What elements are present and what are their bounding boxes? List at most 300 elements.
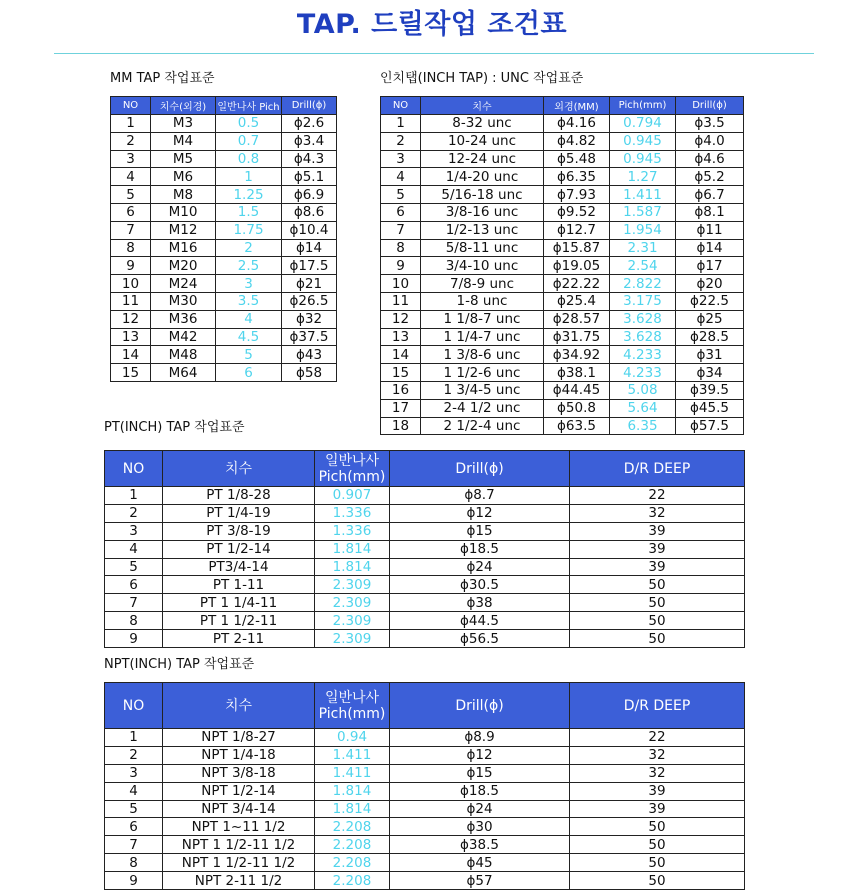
table-cell: PT 2-11 <box>163 630 315 648</box>
table-cell: 0.907 <box>315 487 390 505</box>
table-cell: 11 <box>111 292 151 310</box>
table-cell: ϕ15 <box>390 522 570 540</box>
table-cell: 5 <box>111 186 151 204</box>
table-cell: 6 <box>105 576 163 594</box>
table-cell: 1-8 unc <box>421 292 544 310</box>
table-cell: 3/4-10 unc <box>421 257 544 275</box>
table-cell: 7 <box>105 836 163 854</box>
table-cell: ϕ14 <box>282 239 337 257</box>
table-row <box>105 836 745 854</box>
table-cell: 5 <box>381 186 421 204</box>
table-cell: ϕ4.6 <box>676 150 744 168</box>
table-cell: 2.31 <box>610 239 676 257</box>
table-cell: 1.954 <box>610 221 676 239</box>
table-cell: ϕ6.35 <box>544 168 610 186</box>
table-cell: 3/8-16 unc <box>421 203 544 221</box>
table-cell: PT3/4-14 <box>163 558 315 576</box>
table-cell: 1 <box>381 115 421 133</box>
column-header: 일반나사 Pich <box>216 97 282 115</box>
page-title: TAP. 드릴작업 조건표 <box>296 9 568 40</box>
table-row <box>381 239 744 257</box>
table-cell: 0.794 <box>610 115 676 133</box>
table-cell: 8 <box>105 854 163 872</box>
table-cell: 8 <box>381 239 421 257</box>
table-cell: ϕ12 <box>390 746 570 764</box>
table-cell: NPT 1 1/2-11 1/2 <box>163 854 315 872</box>
table-cell: 0.7 <box>216 132 282 150</box>
table-cell: M20 <box>151 257 216 275</box>
table-cell: 2.208 <box>315 836 390 854</box>
table-cell: ϕ5.2 <box>676 168 744 186</box>
table-cell: ϕ4.3 <box>282 150 337 168</box>
table-cell: M30 <box>151 292 216 310</box>
table-row <box>381 257 744 275</box>
table-cell: 1/2-13 unc <box>421 221 544 239</box>
table-cell: 2.822 <box>610 275 676 293</box>
table-cell: 2.309 <box>315 630 390 648</box>
table-cell: ϕ44.45 <box>544 381 610 399</box>
column-header: 일반나사 Pich(mm) <box>315 683 390 729</box>
table-cell: 3.628 <box>610 328 676 346</box>
table-cell: 2 <box>216 239 282 257</box>
table-cell: 1 <box>111 115 151 133</box>
table-cell: ϕ18.5 <box>390 782 570 800</box>
table-cell: 6.35 <box>610 417 676 435</box>
table-cell: ϕ4.82 <box>544 132 610 150</box>
table-cell: 2.309 <box>315 576 390 594</box>
table-cell: 2-4 1/2 unc <box>421 399 544 417</box>
table-cell: 1/4-20 unc <box>421 168 544 186</box>
table-row <box>381 186 744 204</box>
table-cell: ϕ11 <box>676 221 744 239</box>
table-cell: ϕ21 <box>282 275 337 293</box>
table-row <box>105 872 745 890</box>
column-header: 치수(외경) <box>151 97 216 115</box>
title-divider <box>54 53 814 54</box>
table-cell: 17 <box>381 399 421 417</box>
table-cell: 1.411 <box>315 746 390 764</box>
table-cell: 2.208 <box>315 818 390 836</box>
column-header: 치수 <box>163 683 315 729</box>
table-cell: 3 <box>111 150 151 168</box>
table-cell: 7 <box>105 594 163 612</box>
table-row <box>111 132 337 150</box>
table-row <box>381 346 744 364</box>
table-row <box>111 257 337 275</box>
table-row <box>105 576 745 594</box>
table-cell: 1.27 <box>610 168 676 186</box>
pt-table-caption: PT(INCH) TAP 작업표준 <box>104 420 245 435</box>
table-cell: ϕ6.9 <box>282 186 337 204</box>
table-row <box>381 310 744 328</box>
table-cell: 50 <box>570 818 745 836</box>
table-row <box>105 630 745 648</box>
table-cell: 2 <box>105 504 163 522</box>
table-cell: 1 1/8-7 unc <box>421 310 544 328</box>
table-cell: 2.208 <box>315 854 390 872</box>
table-cell: 4 <box>105 782 163 800</box>
table-cell: 39 <box>570 782 745 800</box>
table-cell: ϕ3.5 <box>676 115 744 133</box>
table-cell: ϕ14 <box>676 239 744 257</box>
table-cell: ϕ45.5 <box>676 399 744 417</box>
table-cell: ϕ63.5 <box>544 417 610 435</box>
table-cell: NPT 1/4-18 <box>163 746 315 764</box>
table-cell: 1.814 <box>315 540 390 558</box>
table-cell: ϕ7.93 <box>544 186 610 204</box>
table-row <box>381 132 744 150</box>
column-header: 치수 <box>421 97 544 115</box>
table-cell: 5/16-18 unc <box>421 186 544 204</box>
table-cell: ϕ22.5 <box>676 292 744 310</box>
table-cell: 5 <box>216 346 282 364</box>
table-cell: 1 3/8-6 unc <box>421 346 544 364</box>
table-cell: ϕ4.0 <box>676 132 744 150</box>
table-cell: 12 <box>381 310 421 328</box>
table-cell: 3 <box>216 275 282 293</box>
table-cell: NPT 1/2-14 <box>163 782 315 800</box>
table-cell: 2 1/2-4 unc <box>421 417 544 435</box>
table-cell: PT 1 1/4-11 <box>163 594 315 612</box>
table-cell: 6 <box>381 203 421 221</box>
table-row <box>111 346 337 364</box>
table-cell: 5.08 <box>610 381 676 399</box>
table-cell: 2 <box>381 132 421 150</box>
table-cell: 3.175 <box>610 292 676 310</box>
table-cell: M6 <box>151 168 216 186</box>
table-row <box>111 203 337 221</box>
table-row <box>105 558 745 576</box>
table-cell: PT 1-11 <box>163 576 315 594</box>
table-row <box>381 275 744 293</box>
table-cell: 1 3/4-5 unc <box>421 381 544 399</box>
table-cell: 5.64 <box>610 399 676 417</box>
table-cell: M64 <box>151 364 216 382</box>
table-cell: ϕ38.1 <box>544 364 610 382</box>
table-row <box>381 417 744 435</box>
table-row <box>105 540 745 558</box>
table-cell: 1.814 <box>315 800 390 818</box>
table-row <box>105 818 745 836</box>
table-row <box>105 854 745 872</box>
table-header-row <box>381 97 744 115</box>
table-row <box>381 203 744 221</box>
table-row <box>111 328 337 346</box>
table-cell: 11 <box>381 292 421 310</box>
table-cell: M8 <box>151 186 216 204</box>
table-cell: NPT 3/8-18 <box>163 764 315 782</box>
table-cell: 2.54 <box>610 257 676 275</box>
unc-tap-table <box>380 96 744 435</box>
table-cell: ϕ8.1 <box>676 203 744 221</box>
table-cell: 50 <box>570 594 745 612</box>
table-cell: 5 <box>105 558 163 576</box>
table-header-row <box>111 97 337 115</box>
table-cell: 3 <box>105 764 163 782</box>
table-cell: 13 <box>381 328 421 346</box>
table-cell: ϕ39.5 <box>676 381 744 399</box>
mm-tap-table <box>110 96 337 382</box>
table-cell: 1.411 <box>610 186 676 204</box>
table-row <box>105 522 745 540</box>
table-row <box>381 221 744 239</box>
table-cell: ϕ8.6 <box>282 203 337 221</box>
column-header: D/R DEEP <box>570 451 745 487</box>
table-cell: 50 <box>570 872 745 890</box>
table-row <box>381 115 744 133</box>
column-header: Drill(ϕ) <box>676 97 744 115</box>
column-header: 외경(MM) <box>544 97 610 115</box>
table-cell: M16 <box>151 239 216 257</box>
table-cell: 1.75 <box>216 221 282 239</box>
table-cell: ϕ20 <box>676 275 744 293</box>
table-cell: 1.336 <box>315 504 390 522</box>
pt-tap-table <box>104 450 745 648</box>
table-cell: PT 1 1/2-11 <box>163 612 315 630</box>
table-cell: 1.336 <box>315 522 390 540</box>
table-cell: NPT 3/4-14 <box>163 800 315 818</box>
table-cell: NPT 2-11 1/2 <box>163 872 315 890</box>
table-cell: 9 <box>105 872 163 890</box>
table-cell: 0.8 <box>216 150 282 168</box>
table-row <box>105 612 745 630</box>
table-cell: 7 <box>111 221 151 239</box>
table-cell: PT 1/2-14 <box>163 540 315 558</box>
table-cell: ϕ9.52 <box>544 203 610 221</box>
table-cell: ϕ15.87 <box>544 239 610 257</box>
table-cell: 15 <box>111 364 151 382</box>
table-cell: 2.5 <box>216 257 282 275</box>
table-cell: ϕ24 <box>390 558 570 576</box>
table-cell: 50 <box>570 836 745 854</box>
table-cell: M12 <box>151 221 216 239</box>
table-cell: ϕ34 <box>676 364 744 382</box>
table-cell: PT 1/8-28 <box>163 487 315 505</box>
table-cell: ϕ30 <box>390 818 570 836</box>
table-cell: 1.5 <box>216 203 282 221</box>
table-cell: 12 <box>111 310 151 328</box>
npt-table-caption: NPT(INCH) TAP 작업표준 <box>104 657 255 672</box>
table-cell: 3 <box>381 150 421 168</box>
table-cell: 4 <box>216 310 282 328</box>
table-header-row <box>105 683 745 729</box>
table-cell: 4.233 <box>610 364 676 382</box>
table-cell: 32 <box>570 504 745 522</box>
mm-table-caption: MM TAP 작업표준 <box>110 71 215 86</box>
table-row <box>111 310 337 328</box>
table-cell: ϕ38.5 <box>390 836 570 854</box>
table-cell: ϕ44.5 <box>390 612 570 630</box>
table-cell: ϕ24 <box>390 800 570 818</box>
column-header: NO <box>105 451 163 487</box>
table-cell: ϕ17.5 <box>282 257 337 275</box>
unc-table-caption: 인치탭(INCH TAP) : UNC 작업표준 <box>380 71 584 86</box>
table-cell: ϕ10.4 <box>282 221 337 239</box>
table-row <box>105 594 745 612</box>
table-cell: 13 <box>111 328 151 346</box>
table-cell: 2 <box>111 132 151 150</box>
column-header: NO <box>381 97 421 115</box>
table-cell: ϕ58 <box>282 364 337 382</box>
table-cell: 1.814 <box>315 782 390 800</box>
column-header: 치수 <box>163 451 315 487</box>
table-cell: 10-24 unc <box>421 132 544 150</box>
table-row <box>381 328 744 346</box>
table-cell: ϕ18.5 <box>390 540 570 558</box>
table-cell: ϕ57.5 <box>676 417 744 435</box>
table-cell: 4.5 <box>216 328 282 346</box>
table-cell: 39 <box>570 558 745 576</box>
table-cell: ϕ25.4 <box>544 292 610 310</box>
table-row <box>111 168 337 186</box>
table-cell: 14 <box>111 346 151 364</box>
table-cell: 1.814 <box>315 558 390 576</box>
column-header: Drill(ϕ) <box>390 451 570 487</box>
table-row <box>111 186 337 204</box>
table-cell: 9 <box>111 257 151 275</box>
table-cell: PT 3/8-19 <box>163 522 315 540</box>
table-cell: 3 <box>105 522 163 540</box>
table-row <box>381 168 744 186</box>
column-header: 일반나사 Pich(mm) <box>315 451 390 487</box>
column-header: Pich(mm) <box>610 97 676 115</box>
table-cell: 9 <box>105 630 163 648</box>
column-header: Drill(ϕ) <box>282 97 337 115</box>
table-cell: 32 <box>570 746 745 764</box>
table-cell: ϕ28.57 <box>544 310 610 328</box>
table-cell: 50 <box>570 576 745 594</box>
table-cell: ϕ26.5 <box>282 292 337 310</box>
table-row <box>111 221 337 239</box>
table-cell: M24 <box>151 275 216 293</box>
table-cell: 22 <box>570 487 745 505</box>
table-cell: 6 <box>111 203 151 221</box>
table-cell: 4 <box>105 540 163 558</box>
table-cell: ϕ25 <box>676 310 744 328</box>
table-cell: M3 <box>151 115 216 133</box>
table-cell: 22 <box>570 729 745 747</box>
table-cell: ϕ37.5 <box>282 328 337 346</box>
table-cell: 10 <box>381 275 421 293</box>
table-cell: 2.309 <box>315 612 390 630</box>
table-cell: ϕ28.5 <box>676 328 744 346</box>
table-cell: ϕ32 <box>282 310 337 328</box>
table-cell: 6 <box>105 818 163 836</box>
table-cell: ϕ12 <box>390 504 570 522</box>
table-row <box>381 364 744 382</box>
table-cell: 7 <box>381 221 421 239</box>
table-cell: 1.411 <box>315 764 390 782</box>
table-cell: NPT 1 1/2-11 1/2 <box>163 836 315 854</box>
table-cell: M42 <box>151 328 216 346</box>
table-cell: 2.208 <box>315 872 390 890</box>
table-cell: 1 1/2-6 unc <box>421 364 544 382</box>
table-row <box>105 729 745 747</box>
table-cell: 50 <box>570 612 745 630</box>
table-row <box>381 150 744 168</box>
table-cell: 15 <box>381 364 421 382</box>
table-cell: ϕ19.05 <box>544 257 610 275</box>
table-row <box>105 782 745 800</box>
table-cell: M48 <box>151 346 216 364</box>
table-cell: ϕ50.8 <box>544 399 610 417</box>
table-row <box>111 150 337 168</box>
table-cell: 0.94 <box>315 729 390 747</box>
table-cell: 10 <box>111 275 151 293</box>
table-cell: 5 <box>105 800 163 818</box>
table-row <box>111 239 337 257</box>
table-row <box>111 364 337 382</box>
table-cell: ϕ30.5 <box>390 576 570 594</box>
table-cell: ϕ31 <box>676 346 744 364</box>
table-cell: 32 <box>570 764 745 782</box>
table-cell: 5/8-11 unc <box>421 239 544 257</box>
table-cell: 18 <box>381 417 421 435</box>
table-cell: ϕ12.7 <box>544 221 610 239</box>
table-cell: 8 <box>105 612 163 630</box>
column-header: Drill(ϕ) <box>390 683 570 729</box>
table-cell: 12-24 unc <box>421 150 544 168</box>
table-cell: ϕ5.48 <box>544 150 610 168</box>
table-cell: 7/8-9 unc <box>421 275 544 293</box>
table-cell: M10 <box>151 203 216 221</box>
table-cell: 0.5 <box>216 115 282 133</box>
table-row <box>111 292 337 310</box>
table-cell: ϕ31.75 <box>544 328 610 346</box>
table-row <box>111 275 337 293</box>
table-cell: 3.5 <box>216 292 282 310</box>
table-cell: 8 <box>111 239 151 257</box>
table-row <box>381 381 744 399</box>
table-cell: 50 <box>570 854 745 872</box>
table-cell: 8-32 unc <box>421 115 544 133</box>
table-cell: 2 <box>105 746 163 764</box>
table-cell: 39 <box>570 522 745 540</box>
table-cell: M36 <box>151 310 216 328</box>
table-cell: 39 <box>570 800 745 818</box>
table-cell: 39 <box>570 540 745 558</box>
table-cell: ϕ3.4 <box>282 132 337 150</box>
table-cell: 16 <box>381 381 421 399</box>
table-cell: 1 <box>216 168 282 186</box>
table-header-row <box>105 451 745 487</box>
table-cell: 4.233 <box>610 346 676 364</box>
table-cell: ϕ6.7 <box>676 186 744 204</box>
table-cell: 0.945 <box>610 150 676 168</box>
table-cell: 14 <box>381 346 421 364</box>
table-cell: ϕ8.7 <box>390 487 570 505</box>
table-row <box>105 800 745 818</box>
table-cell: NPT 1~11 1/2 <box>163 818 315 836</box>
table-row <box>105 504 745 522</box>
table-cell: 9 <box>381 257 421 275</box>
table-cell: M4 <box>151 132 216 150</box>
table-cell: PT 1/4-19 <box>163 504 315 522</box>
table-cell: 0.945 <box>610 132 676 150</box>
table-cell: ϕ2.6 <box>282 115 337 133</box>
table-cell: ϕ5.1 <box>282 168 337 186</box>
table-row <box>105 764 745 782</box>
table-row <box>105 487 745 505</box>
table-cell: NPT 1/8-27 <box>163 729 315 747</box>
table-cell: ϕ56.5 <box>390 630 570 648</box>
table-cell: ϕ15 <box>390 764 570 782</box>
table-cell: ϕ38 <box>390 594 570 612</box>
table-cell: 1 <box>105 729 163 747</box>
table-cell: M5 <box>151 150 216 168</box>
table-cell: 2.309 <box>315 594 390 612</box>
table-cell: ϕ17 <box>676 257 744 275</box>
